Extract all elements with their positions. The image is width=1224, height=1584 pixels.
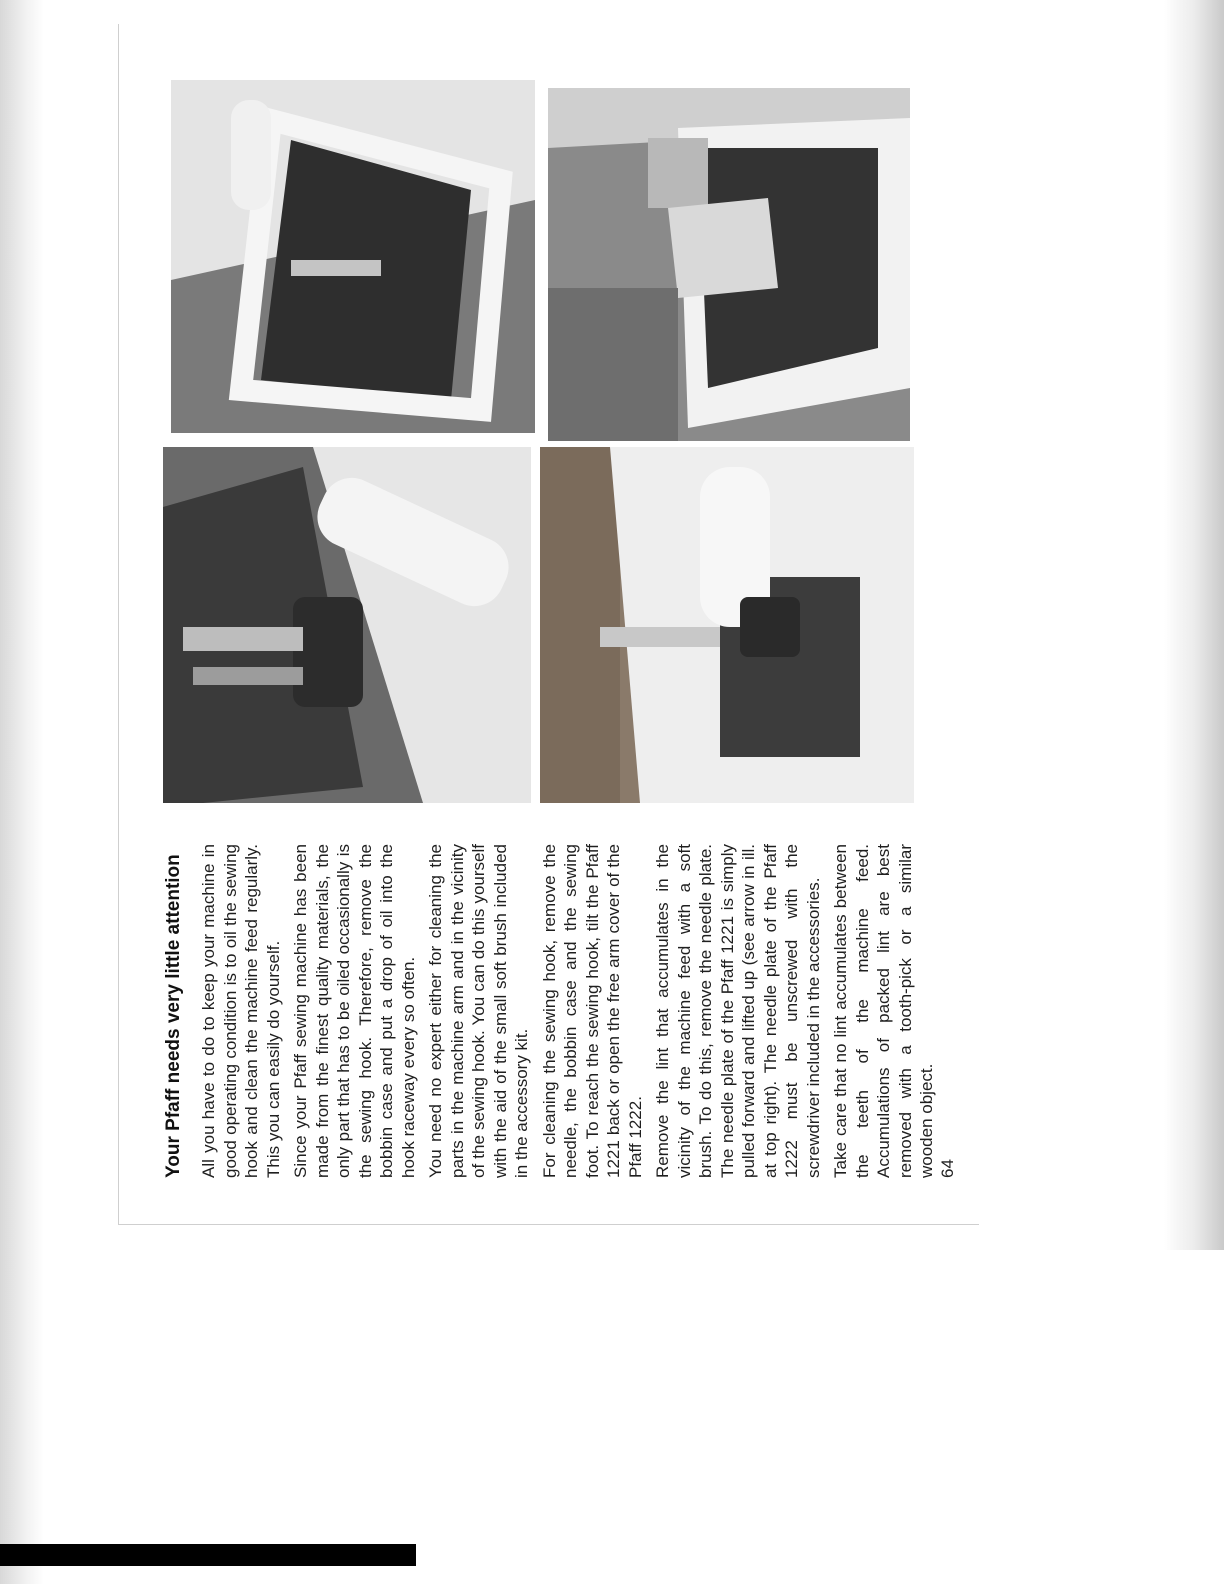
text-column	[162, 118, 957, 1178]
paragraph-oiling: Since your Pfaff sewing machine has been made from the finest quality materials, the only part that has to be oiled occasionally is the sewing hook. Therefore, remove the bobbin case and put a drop of oil into the hook raceway every so often.	[291, 844, 418, 1178]
page-heading: Your Pfaff needs very little attention	[163, 854, 184, 1178]
paragraph-cleaning: You need no expert either for cleaning the parts in the machine arm and in the vicinity of the sewing hook. You can do this yourself with the aid of the small soft brush included in the accessory kit.	[426, 844, 531, 1178]
scan-bottom-bar	[0, 1544, 416, 1566]
paragraph-hook-access: For cleaning the sewing hook, remove the needle, the bobbin case and the sewing foot. To reach the sewing hook, tilt the Pfaff 1221 back or open the free arm cover of the Pfaff 1222.	[539, 844, 645, 1178]
scan-shadow-right	[1164, 0, 1224, 1250]
paragraph-feed-teeth: Take care that no lint accumulates between the teeth of the machine feed. Accumulations of packed lint are best removed with a tooth-pick or a similar wooden object.	[831, 844, 936, 1178]
paragraph-lint-removal: Remove the lint that accumulates in the vicinity of the machine feed with a soft brush. To do this, remove the needle plate. The needle plate of the Pfaff 1221 is simply pulled forward and lifted up (see arrow in ill. at top right). The needle plate of the Pfaff 1222 must be unscrewed with the screwdriver included in the accessories.	[653, 844, 823, 1178]
page-number: 64	[937, 1159, 957, 1178]
scan-shadow-left	[0, 0, 44, 1584]
paragraph-intro: All you have to do to keep your machine in good operating condition is to oil the sewing hook and clean the machine feed regularly. This you can easily do yourself.	[199, 844, 283, 1178]
